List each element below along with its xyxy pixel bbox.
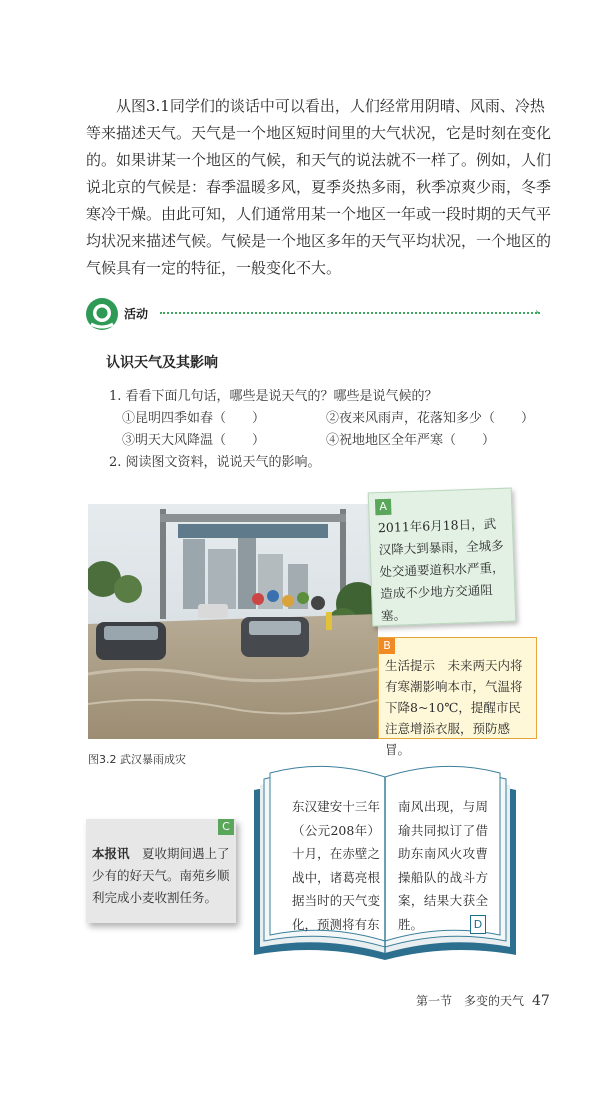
section-title: 第一节 多变的天气 [416,994,525,1008]
activity-title: 认识天气及其影响 [106,355,218,371]
arrow-right-icon: › [535,307,539,318]
card-c-body: 夏收期间遇上了少有的好天气。南苑乡顺利完成小麦收割任务。 [92,846,230,905]
paragraph-1: 从图3.1同学们的谈话中可以看出，人们经常用阴晴、风雨、冷热等来描述天气。天气是一个地区短时间里的大气状况，它是时刻在变化的。 [86,97,552,169]
book-right-text: 南风出现，与周瑜共同拟订了借助东南风火攻曹操船队的战斗方案，结果大获全胜。 [398,799,488,932]
photo-caption: 图3.2 武汉暴雨成灾 [88,753,186,766]
activity-divider [160,312,540,314]
activity-icon [85,297,119,331]
activity-label: 活动 [124,307,149,321]
option-2: ②夜来风雨声，花落知多少（ ） [326,411,535,426]
wuhan-flood-photo [88,504,378,739]
question-2: 2. 阅读图文资料，说说天气的影响。 [109,455,321,470]
option-4: ④祝地地区全年严寒（ ） [326,433,496,448]
card-tag-d: D [470,915,486,934]
note-card-b [378,637,537,757]
note-card-c [86,819,236,923]
page-footer [416,992,550,1009]
question-1: 1. 看看下面几句话，哪些是说天气的？哪些是说气候的？ [109,389,438,404]
book-left-text: 东汉建安十三年（公元208年）十月，在赤壁之战中，诸葛亮根据当时的天气变化，预测将有东 [292,799,380,932]
card-c-text [92,843,230,909]
card-a-text: 2011年6月18日，武汉降大到暴雨，全城多处交通要道积水严重，造成不少地方交通阻塞。 [377,516,505,624]
card-tag-c: C [218,819,234,835]
card-c-lead: 本报讯 [92,846,130,861]
option-3: ③明天大风降温（ ） [122,433,266,448]
paragraph-2: 如果讲某一个地区的气候，和天气的说法就不一样了。例如，人们说北京的气候是：春季温暖多风，夏季炎热多雨，秋季凉爽少雨，冬季寒冷干燥。由此可知，人们通常用某一个地区一年或一段时期的天气平均状况来描述气候。气候是一个地区多年的天气平均状况，一个地区的气候具有一定的特征，一般变化不大。 [86,151,552,277]
card-b-text: 生活提示 未来两天内将有寒潮影响本市，气温将下降8~10℃，提醒市民注意增添衣服，预防感冒。 [385,658,523,757]
option-1: ①昆明四季如春（ ） [122,411,266,426]
card-tag-a: A [375,499,392,516]
card-tag-b: B [379,638,395,654]
page-number: 47 [532,993,550,1009]
note-card-a [368,488,517,627]
